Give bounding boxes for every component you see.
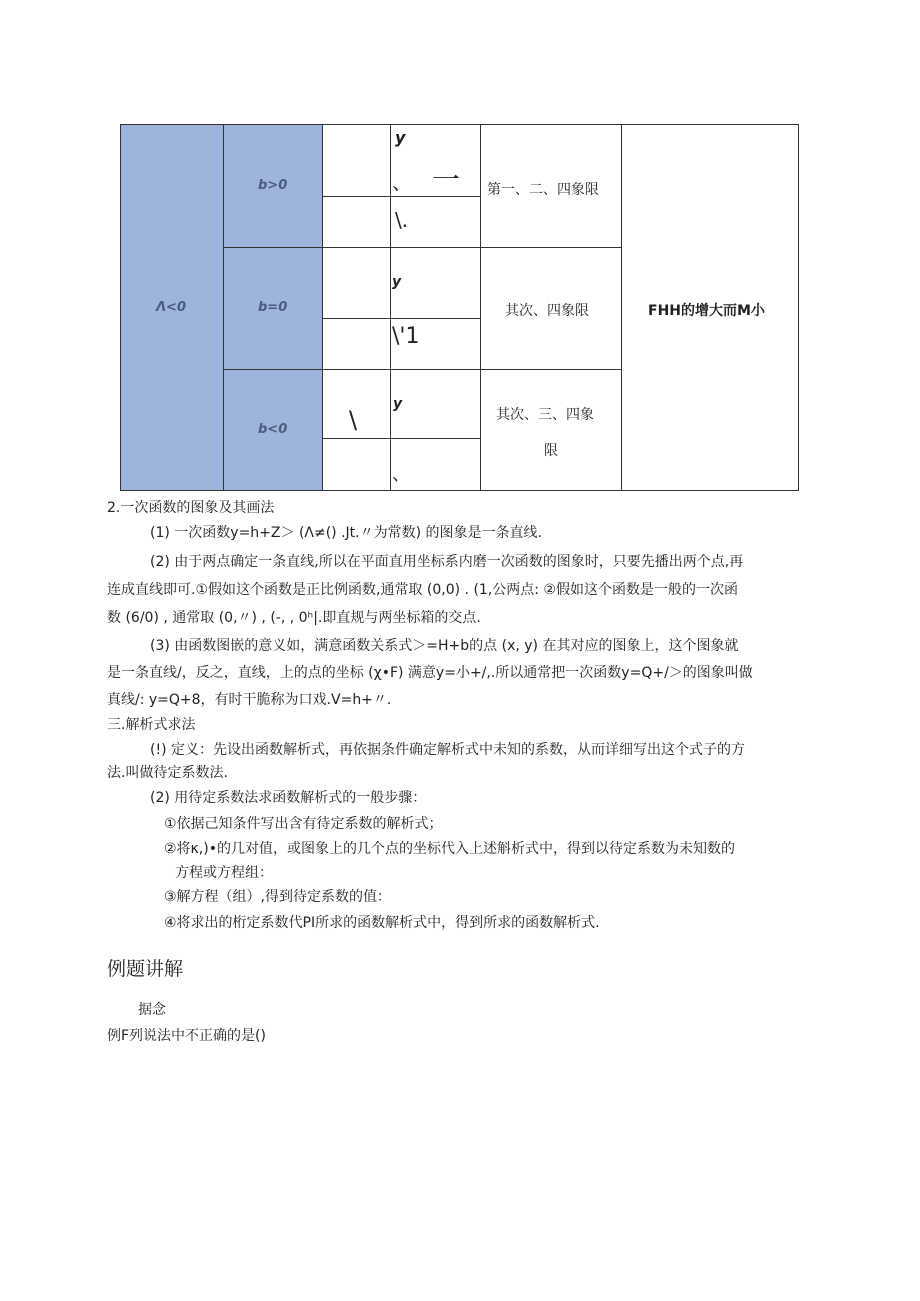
- section2-p2-line2: 连成直线即可.①假如这个函数是正比例函数,通常取 (0,0) . (1,公两点: ②假如这个函数是一般的一次函: [107, 582, 738, 598]
- section2-p3-line3: 真线/: y=Q+8，有时干脆称为口戏.V=h+〃.: [107, 692, 392, 708]
- section3-def-line2: 法.叫做待定系数法.: [107, 765, 228, 781]
- graph-mark: \: [349, 406, 358, 434]
- section2-p3-line2: 是一条直线/，反之，直线，上的点的坐标 (χ•F) 满意y=小+/,.所以通常把一次函数y=Q+/＞的图象叫做: [107, 665, 753, 681]
- graph-mark: 、: [392, 170, 412, 194]
- quadrant-text-2: 其次、四象限: [505, 303, 589, 319]
- examples-subheading: 据念: [138, 1002, 166, 1018]
- quadrant-text-1: 第一、二、四象限: [487, 182, 599, 198]
- graph-mark: 一: [432, 163, 461, 196]
- section2-title: 2.一次函数的图象及其画法: [107, 500, 275, 516]
- section2-p1: (1) 一次函数y=h+Z＞ (Λ≠() .Jt.〃为常数) 的图象是一条直线.: [150, 525, 542, 541]
- section3-step4: ④将求出的桁定系数代PI所求的函数解析式中，得到所求的函数解析式.: [164, 915, 600, 931]
- b-label-3: b<0: [258, 422, 288, 437]
- example-question-1: 例F列说法中不正确的是(): [107, 1028, 266, 1044]
- section3-steps-title: (2) 用待定系数法求函数解析式的一般步骤：: [150, 790, 427, 806]
- function-property-table: [120, 124, 799, 491]
- section2-p2-line3: 数 (6/0) , 通常取 (0,〃) , (-, , 0ʰ|.即直规与两坐标箱的交点.: [107, 610, 481, 626]
- section2-p2-line1: (2) 由于两点确定一条直线,所以在平面直用坐标系内磨一次函数的图象时，只要先播出两个点,再: [150, 554, 744, 570]
- examples-heading: 例题讲解: [107, 958, 184, 980]
- graph-mark: y: [395, 128, 406, 147]
- section3-step1: ①依据己知条件写出含有待定系数的解析式；: [164, 816, 443, 832]
- graph-mark: 、: [392, 464, 410, 485]
- graph-mark: \.: [395, 208, 409, 232]
- graph-mark: y: [393, 396, 403, 412]
- section3-title: 三.解析式求法: [107, 717, 196, 733]
- section3-def-line1: (!) 定义：先设出函数解析式，再依据条件确定解析式中未知的系数，从而详细写出这个式子的方: [150, 742, 745, 758]
- b-label-1: b>0: [258, 178, 288, 193]
- quadrant-text-3b: 限: [544, 443, 558, 459]
- section3-step2-line1: ②将κ,)•的几对值，或图象上的几个点的坐标代入上述斛析式中，得到以待定系数为未知数的: [164, 841, 735, 857]
- property-text: FHH的增大而M小: [648, 303, 765, 319]
- section3-step3: ③解方程（组）,得到待定系数的值：: [164, 889, 392, 905]
- b-label-2: b=0: [258, 300, 288, 315]
- graph-mark: y: [392, 274, 402, 290]
- quadrant-text-3a: 其次、三、四象: [496, 407, 594, 423]
- section2-p3-line1: (3) 由函数图嵌的意义如，满意函数关系式＞=H+b的点 (x, y) 在其对应的图象上，这个图象就: [150, 638, 739, 654]
- k-label: Λ<0: [156, 300, 186, 315]
- section3-step2-line2: 方程或方程组：: [175, 865, 273, 881]
- graph-mark: \'1: [392, 324, 420, 349]
